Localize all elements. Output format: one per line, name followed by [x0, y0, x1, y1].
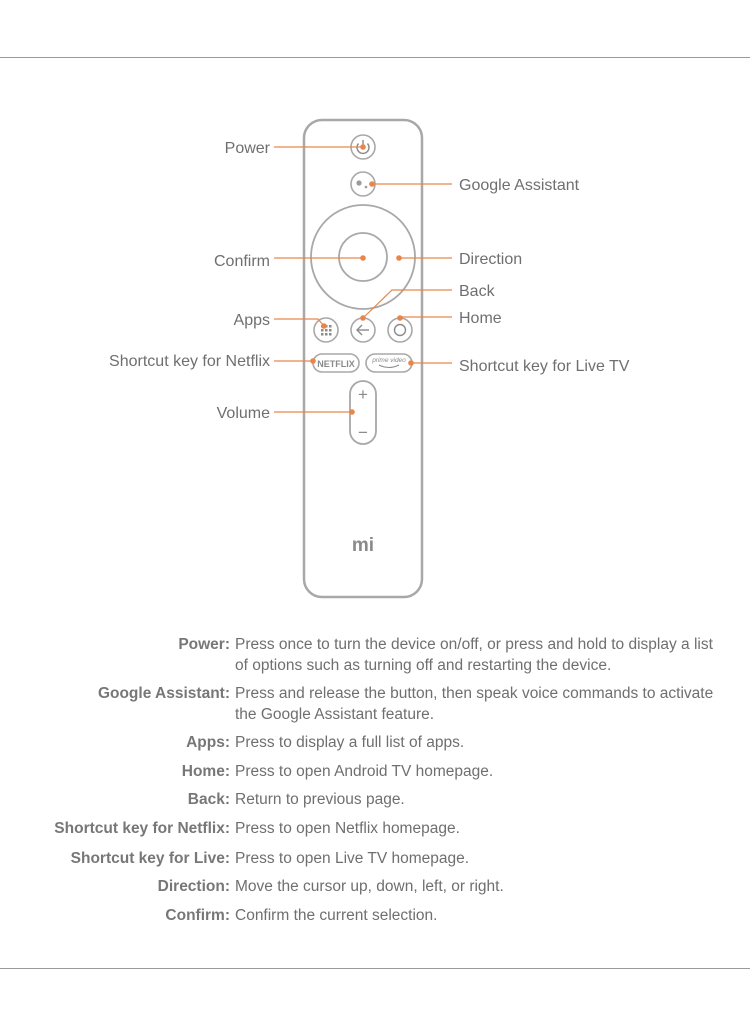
description-text: Return to previous page.	[235, 791, 405, 808]
assistant-callout-dot	[369, 181, 375, 187]
description-term: Shortcut key for Live:	[70, 850, 230, 867]
netflix-button-label: NETFLIX	[317, 359, 355, 369]
back-callout-dot	[360, 315, 366, 321]
live-tv-callout-dot	[408, 360, 414, 366]
description-text: Press to open Netflix homepage.	[235, 820, 460, 837]
live-tv-shortcut-label: Shortcut key for Live TV	[459, 358, 630, 375]
home-callout-dot	[397, 315, 403, 321]
description-text: Move the cursor up, down, left, or right.	[235, 878, 504, 895]
description-term: Google Assistant:	[97, 685, 230, 702]
description-term: Power:	[178, 636, 230, 653]
apps-callout-dot	[321, 323, 327, 329]
volume-callout-dot	[349, 409, 355, 415]
confirm-label: Confirm	[213, 253, 270, 270]
assistant-icon	[356, 180, 361, 185]
description-term: Home:	[181, 763, 230, 780]
description-text: Press to open Live TV homepage.	[235, 850, 470, 867]
volume-down-label[interactable]: −	[358, 423, 368, 442]
description-term: Direction:	[157, 878, 230, 895]
prime-video-button-label: prime video	[372, 357, 406, 364]
power-label: Power	[224, 140, 270, 157]
description-text: Confirm the current selection.	[235, 907, 438, 924]
volume-label: Volume	[216, 405, 270, 422]
netflix-shortcut-label: Shortcut key for Netflix	[109, 353, 270, 370]
confirm-callout-dot	[360, 255, 366, 261]
direction-label: Direction	[459, 251, 523, 268]
description-term: Back:	[187, 791, 230, 808]
back-label: Back	[459, 283, 495, 300]
description-text: Press to display a full list of apps.	[235, 734, 465, 751]
apps-label: Apps	[233, 312, 270, 329]
volume-up-label[interactable]: +	[358, 385, 368, 404]
mi-logo: mi	[351, 535, 375, 556]
description-term: Confirm:	[165, 907, 230, 924]
description-text: Press to open Android TV homepage.	[235, 763, 494, 780]
description-text: Press once to turn the device on/off, or press and hold to display a list of options such as turning off and restarting the device.	[235, 636, 713, 674]
bottom-divider	[0, 968, 750, 969]
google-assistant-label: Google Assistant	[459, 177, 580, 194]
description-text: Press and release the button, then speak voice commands to activate the Google Assistant feature.	[235, 685, 714, 723]
netflix-callout-dot	[310, 358, 316, 364]
power-callout-dot	[360, 144, 366, 150]
home-label: Home	[459, 310, 502, 327]
description-term: Apps:	[186, 734, 230, 751]
description-term: Shortcut key for Netflix:	[54, 820, 230, 837]
direction-callout-dot	[396, 255, 402, 261]
